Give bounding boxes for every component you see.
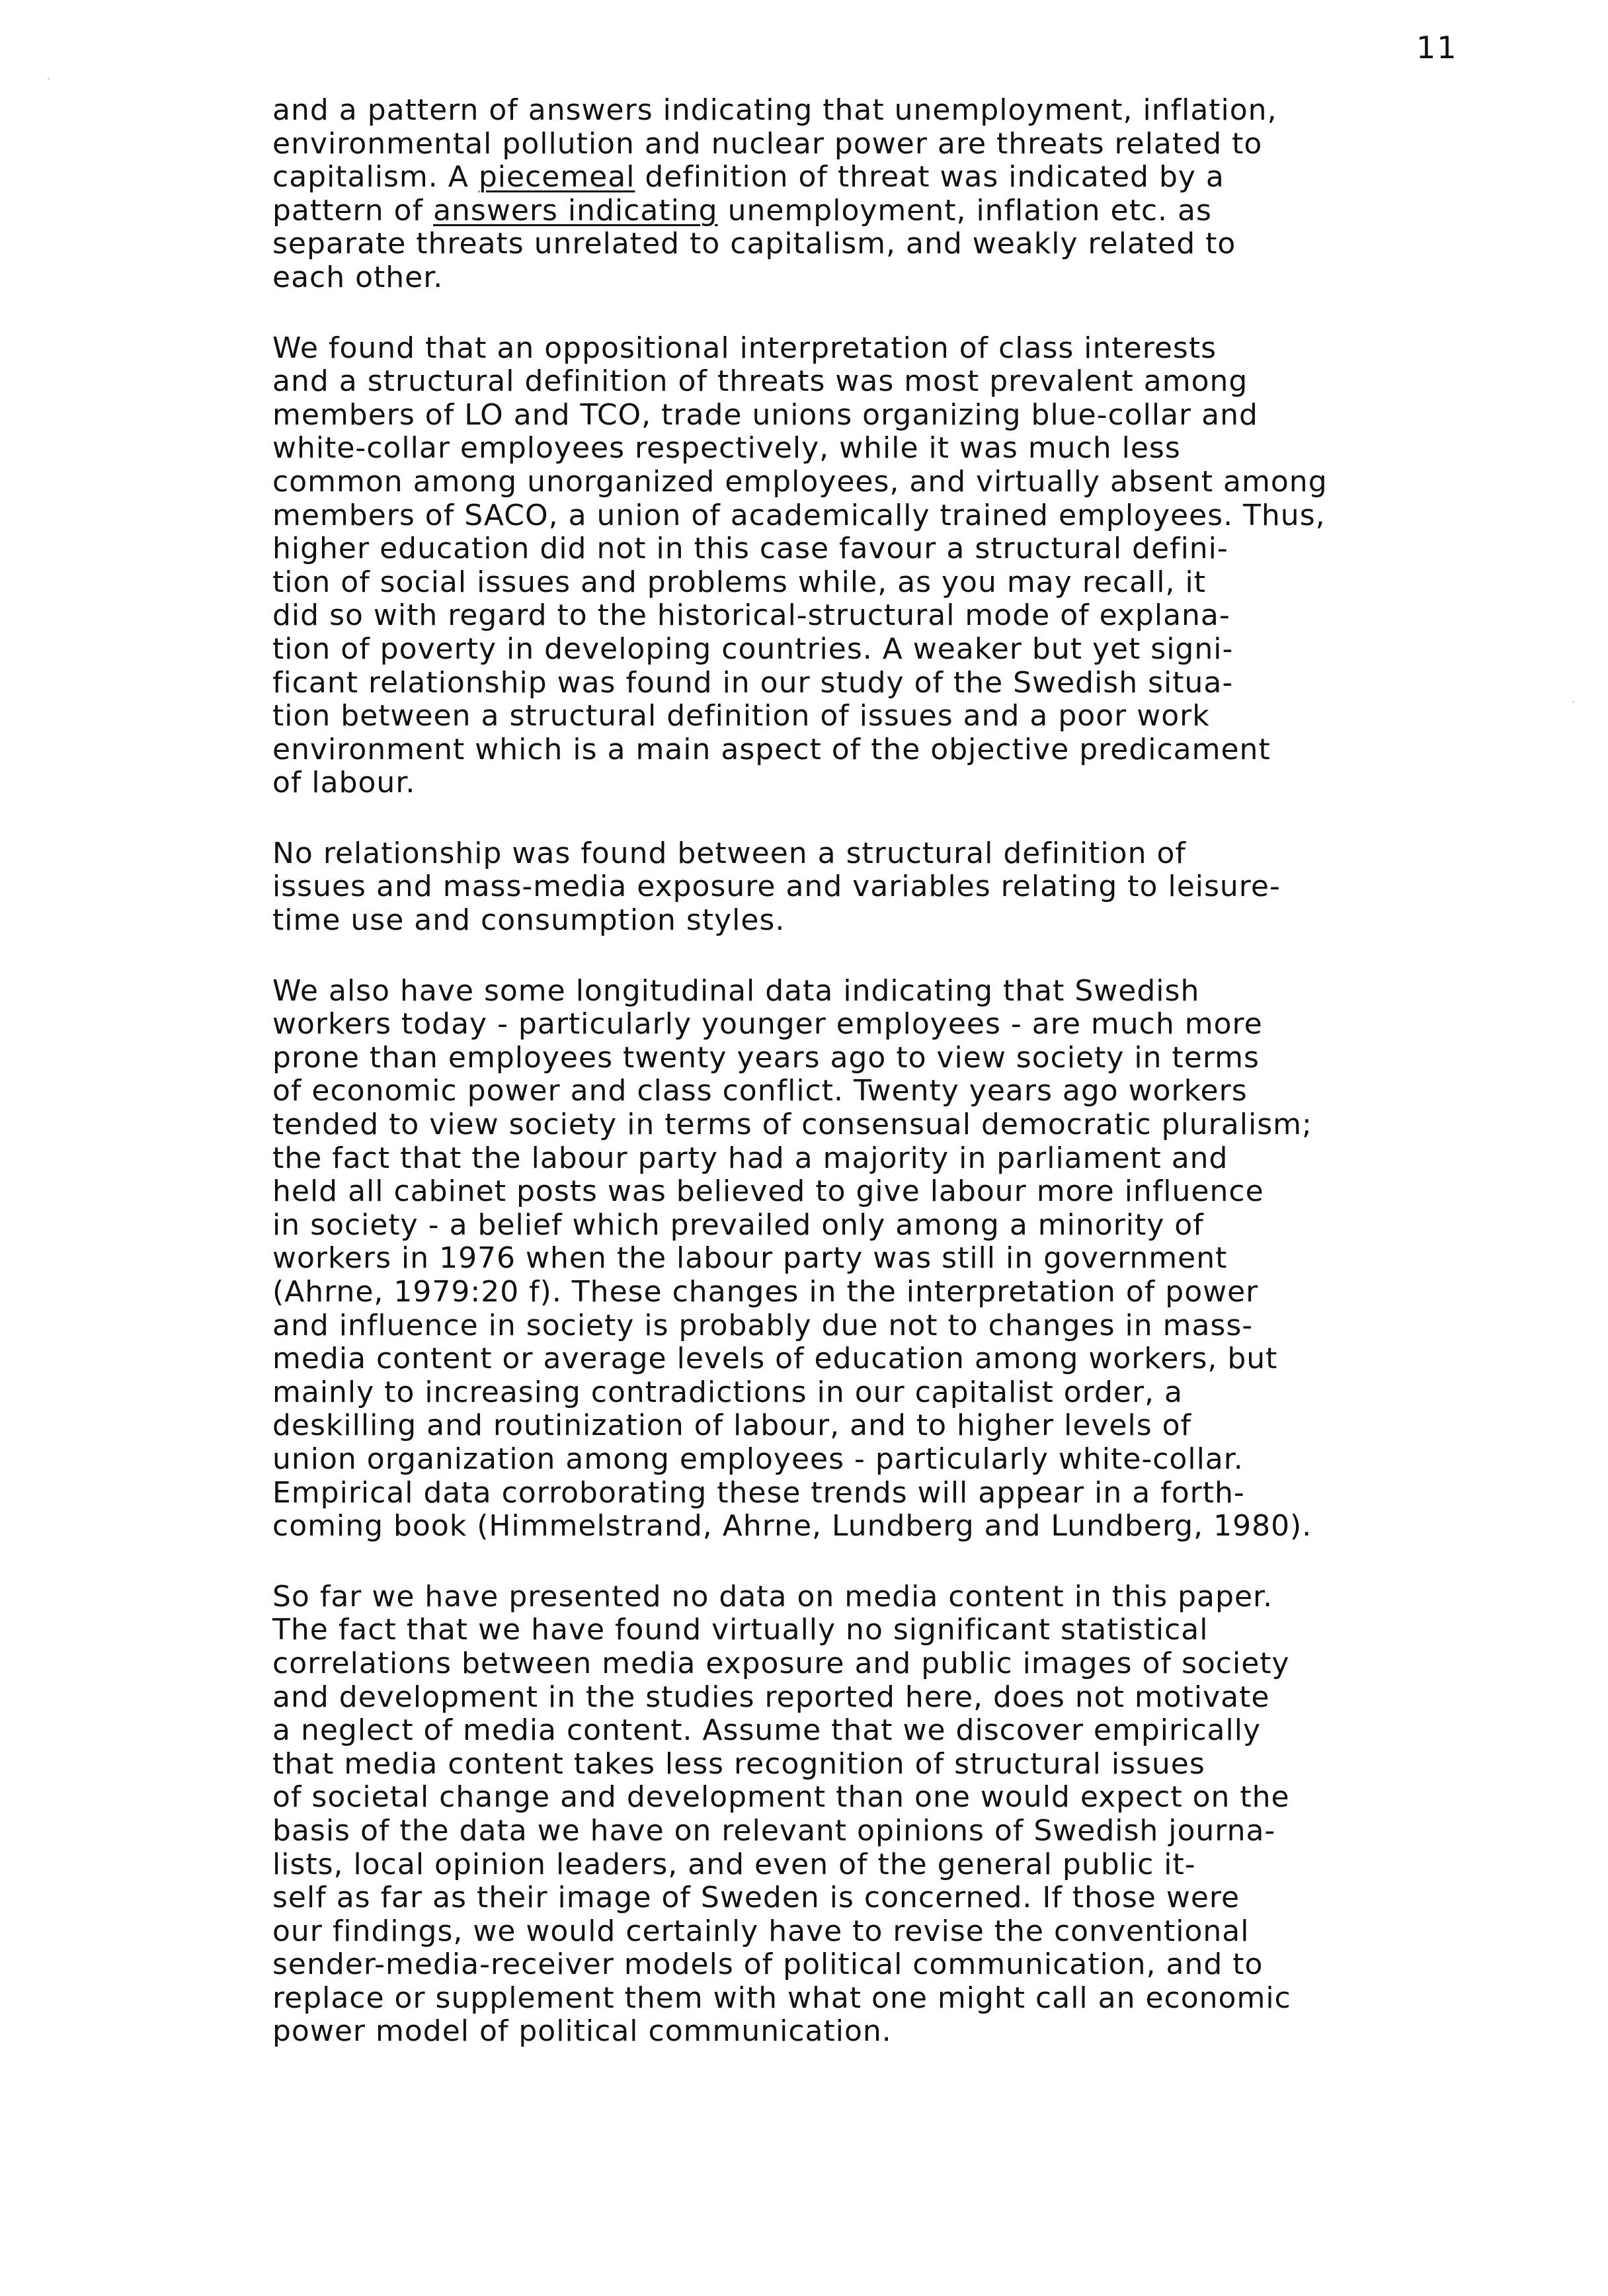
text-line: did so with regard to the historical-structural mode of explana-: [272, 598, 1230, 633]
text-line: union organization among employees - particularly white-collar.: [272, 1442, 1244, 1476]
paragraph: [272, 837, 1476, 938]
text-line: workers today - particularly younger employees - are much more: [272, 1007, 1263, 1042]
text-line: and a structural definition of threats was most prevalent among: [272, 364, 1248, 399]
text-line: lists, local opinion leaders, and even of the general public it-: [272, 1847, 1196, 1881]
text-line: tion of poverty in developing countries. A weaker but yet signi-: [272, 632, 1234, 666]
scan-speck: [1572, 701, 1574, 703]
text-segment: unemployment, inflation etc. as: [717, 193, 1212, 227]
text-line: members of SACO, a union of academically trained employees. Thus,: [272, 498, 1326, 532]
paragraph: [272, 94, 1476, 295]
text-line: We found that an oppositional interpretation of class interests: [272, 331, 1217, 365]
text-line: mainly to increasing contradictions in our capitalist order, a: [272, 1375, 1183, 1409]
text-line: and development in the studies reported here, does not motivate: [272, 1680, 1270, 1714]
paragraph: [272, 975, 1476, 1543]
text-line: coming book (Himmelstrand, Ahrne, Lundberg and Lundberg, 1980).: [272, 1509, 1312, 1543]
text-line: white-collar employees respectively, while it was much less: [272, 431, 1181, 466]
text-line: of labour.: [272, 766, 416, 800]
text-line: that media content takes less recognition of structural issues: [272, 1746, 1205, 1781]
text-line: tion of social issues and problems while, as you may recall, it: [272, 565, 1206, 599]
text-line: No relationship was found between a structural definition of: [272, 836, 1186, 870]
scan-speck: [48, 78, 50, 80]
text-line: separate threats unrelated to capitalism, and weakly related to: [272, 227, 1236, 261]
text-line: held all cabinet posts was believed to give labour more influence: [272, 1174, 1264, 1209]
text-line: of economic power and class conflict. Twenty years ago workers: [272, 1074, 1248, 1108]
text-line: tended to view society in terms of consensual democratic pluralism;: [272, 1108, 1312, 1142]
text-line: Empirical data corroborating these trends will appear in a forth-: [272, 1475, 1245, 1510]
text-line: and influence in society is probably due not to changes in mass-: [272, 1308, 1254, 1342]
text-line: [272, 194, 1476, 228]
underlined-text: answers indicating: [433, 193, 718, 227]
text-line: environmental pollution and nuclear power are threats related to: [272, 126, 1263, 161]
text-line: So far we have presented no data on media content in this paper.: [272, 1579, 1273, 1614]
text-line: issues and mass-media exposure and variables relating to leisure-: [272, 870, 1281, 904]
text-line: a neglect of media content. Assume that we discover empirically: [272, 1713, 1261, 1748]
text-line: replace or supplement them with what one might call an economic: [272, 1981, 1291, 2015]
text-line: higher education did not in this case favour a structural defini-: [272, 532, 1228, 566]
text-line: of societal change and development than one would expect on the: [272, 1780, 1290, 1815]
text-line: correlations between media exposure and public images of society: [272, 1646, 1290, 1680]
text-line: power model of political communication.: [272, 2014, 892, 2049]
text-line: basis of the data we have on relevant opinions of Swedish journa-: [272, 1813, 1276, 1848]
text-line: (Ahrne, 1979:20 f). These changes in the interpretation of power: [272, 1275, 1259, 1309]
underlined-text: piecemeal: [478, 160, 635, 194]
text-line: We also have some longitudinal data indicating that Swedish: [272, 973, 1200, 1008]
text-line: in society - a belief which prevailed only among a minority of: [272, 1208, 1204, 1242]
text-line: and a pattern of answers indicating that unemployment, inflation,: [272, 93, 1277, 127]
text-line: the fact that the labour party had a majority in parliament and: [272, 1141, 1228, 1175]
text-segment: pattern of: [272, 193, 434, 227]
text-line: each other.: [272, 260, 444, 294]
body-text: [272, 94, 1476, 2086]
text-segment: capitalism. A: [272, 160, 479, 194]
text-line: ficant relationship was found in our study of the Swedish situa-: [272, 665, 1234, 700]
text-segment: definition of threat was indicated by a: [635, 160, 1225, 194]
page-number: 11: [1416, 30, 1458, 65]
text-line: environment which is a main aspect of the objective predicament: [272, 732, 1271, 766]
text-line: members of LO and TCO, trade unions organizing blue-collar and: [272, 397, 1258, 432]
text-line: workers in 1976 when the labour party was still in government: [272, 1241, 1228, 1276]
text-line: [272, 161, 1476, 194]
text-line: our findings, we would certainly have to revise the conventional: [272, 1914, 1250, 1948]
text-line: time use and consumption styles.: [272, 903, 785, 938]
text-line: media content or average levels of education among workers, but: [272, 1342, 1278, 1376]
text-line: self as far as their image of Sweden is concerned. If those were: [272, 1881, 1240, 1915]
paragraph: [272, 1580, 1476, 2049]
text-line: common among unorganized employees, and virtually absent among: [272, 464, 1328, 499]
text-line: deskilling and routinization of labour, and to higher levels of: [272, 1409, 1192, 1443]
text-line: sender-media-receiver models of political communication, and to: [272, 1948, 1264, 1982]
text-line: The fact that we have found virtually no significant statistical: [272, 1613, 1209, 1647]
text-line: tion between a structural definition of issues and a poor work: [272, 699, 1210, 733]
paragraph: [272, 332, 1476, 800]
text-line: prone than employees twenty years ago to view society in terms: [272, 1040, 1260, 1075]
